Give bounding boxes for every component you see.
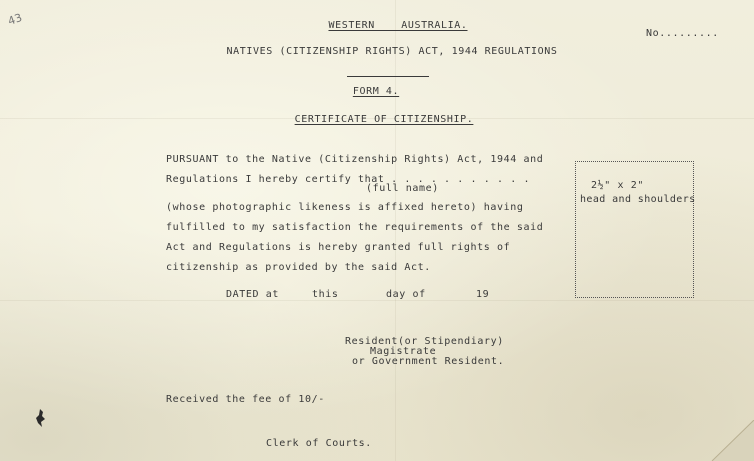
fee-received: Received the fee of 10/- bbox=[166, 394, 325, 405]
form-number: FORM 4. bbox=[352, 86, 400, 97]
body-line-3: (whose photographic likeness is affixed hereto) having bbox=[166, 202, 524, 213]
paper-crease bbox=[0, 300, 754, 301]
state-heading: WESTERN AUSTRALIA. bbox=[328, 20, 468, 31]
clerk-of-courts: Clerk of Courts. bbox=[266, 438, 372, 449]
day-of-label: day of bbox=[386, 289, 426, 300]
signature-line-2: Magistrate bbox=[370, 346, 437, 357]
body-line-6: citizenship as provided by the said Act. bbox=[166, 262, 431, 273]
signature-line-3: or Government Resident. bbox=[352, 356, 505, 367]
ink-blot-icon bbox=[34, 408, 48, 428]
this-label: this bbox=[312, 289, 339, 300]
header-divider bbox=[347, 76, 429, 77]
signature-line-1: Resident(or Stipendiary) bbox=[345, 336, 504, 347]
body-line-1: PURSUANT to the Native (Citizenship Rights) Act, 1944 and bbox=[166, 154, 544, 165]
certificate-title: CERTIFICATE OF CITIZENSHIP. bbox=[294, 114, 474, 125]
photo-caption: head and shoulders bbox=[580, 194, 696, 205]
photo-placeholder-box bbox=[575, 161, 694, 298]
body-line-4: fulfilled to my satisfaction the requirements of the said bbox=[166, 222, 544, 233]
body-line-5: Act and Regulations is hereby granted full rights of bbox=[166, 242, 511, 253]
certificate-number-label: No......... bbox=[646, 28, 719, 39]
folded-corner-icon bbox=[704, 420, 754, 461]
pencil-corner-mark: 43 bbox=[6, 10, 24, 29]
full-name-hint: (full name) bbox=[366, 183, 439, 194]
photo-size-label: 2½" x 2" bbox=[591, 180, 644, 191]
year-label: 19 bbox=[476, 289, 490, 300]
body-line-2: Regulations I hereby certify that . . . . . . . . . . . bbox=[166, 174, 531, 185]
act-title: NATIVES (CITIZENSHIP RIGHTS) ACT, 1944 REGULATIONS bbox=[226, 46, 558, 57]
dated-at-label: DATED at bbox=[226, 289, 279, 300]
